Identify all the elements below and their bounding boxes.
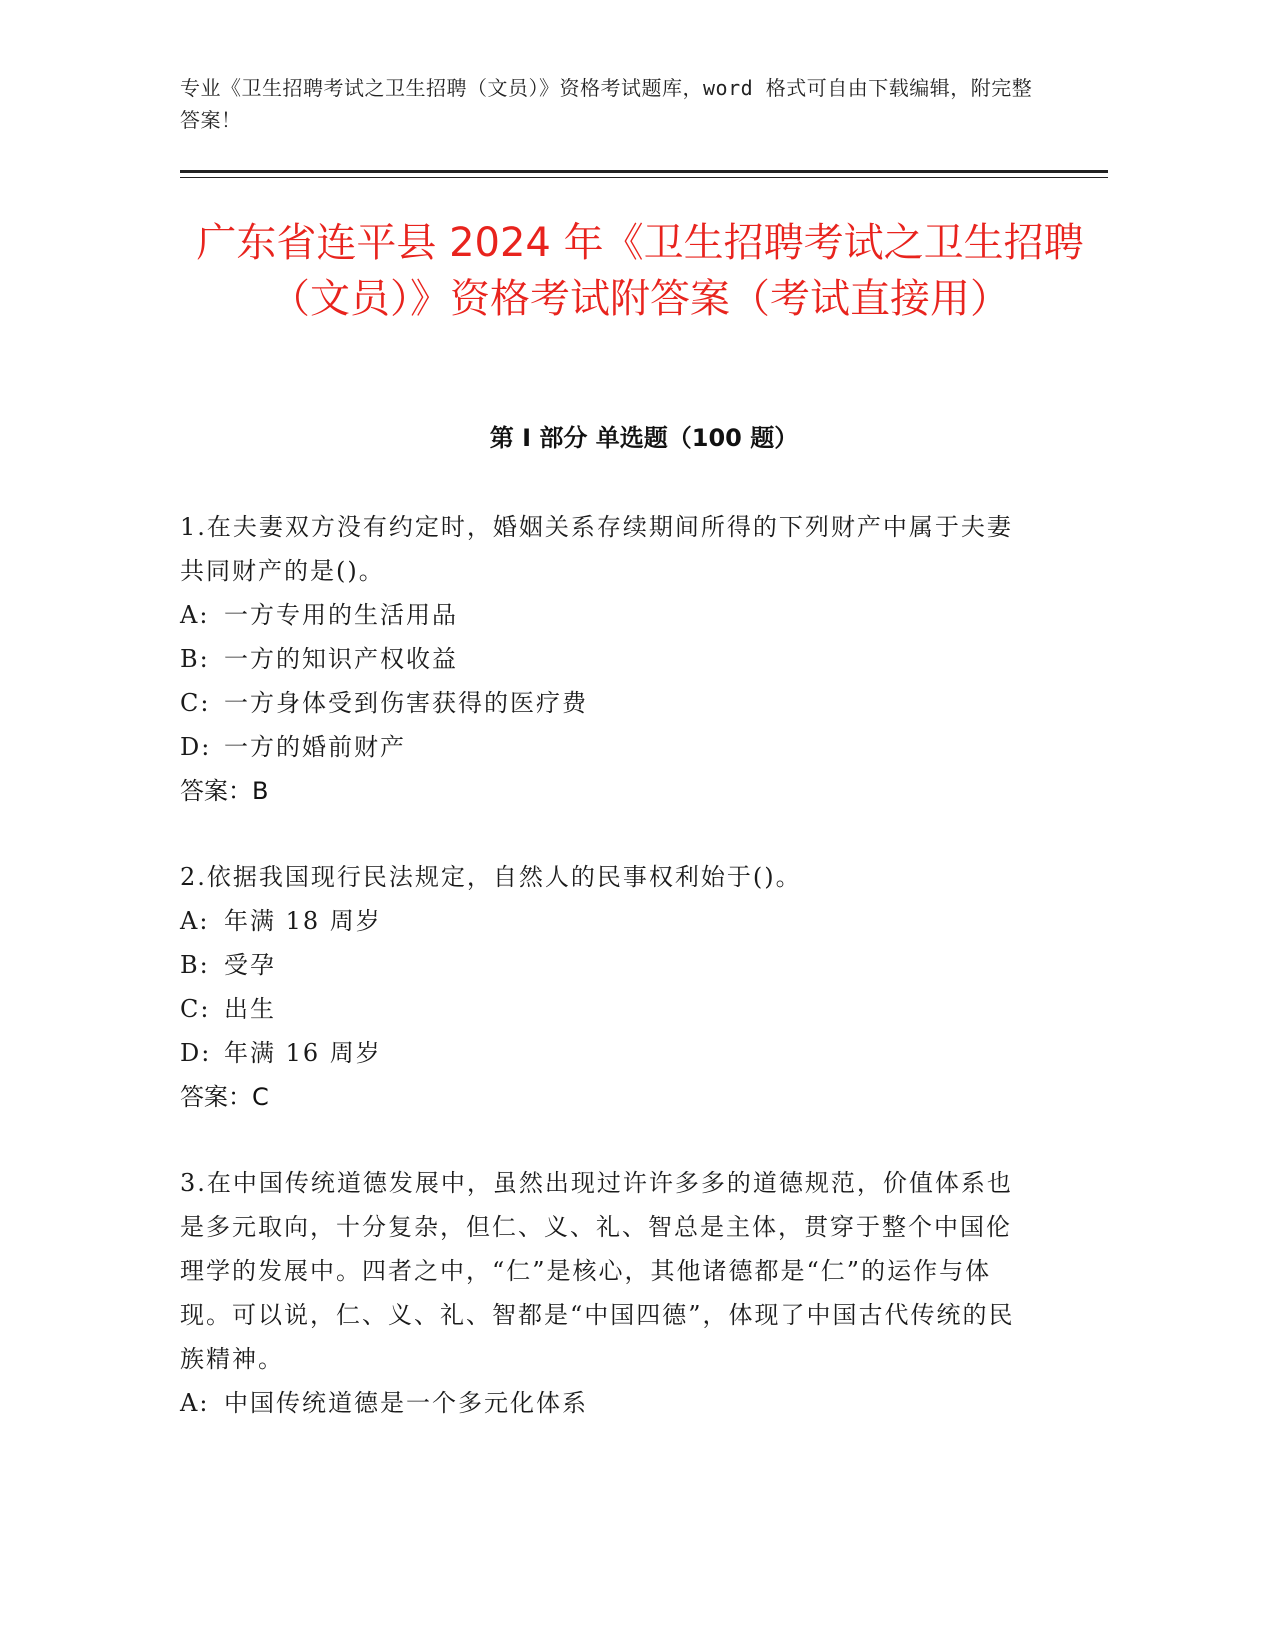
option-text: 一方的知识产权收益	[224, 645, 458, 673]
question-3	[180, 1161, 1020, 1425]
option-text: 出生	[224, 995, 276, 1023]
question-list	[180, 505, 1020, 1467]
option-c	[180, 987, 1020, 1031]
option-b	[180, 637, 1020, 681]
option-letter: C:	[180, 689, 211, 717]
option-text: 年满 16 周岁	[224, 1039, 382, 1067]
option-text: 年满 18 周岁	[224, 907, 382, 935]
option-d	[180, 1031, 1020, 1075]
option-letter: D:	[180, 733, 212, 761]
option-a	[180, 593, 1020, 637]
section-title: 第 I 部分 单选题（100 题）	[489, 424, 799, 452]
question-2	[180, 855, 1020, 1119]
option-c	[180, 681, 1020, 725]
option-letter: B:	[180, 951, 210, 979]
option-letter: D:	[180, 1039, 212, 1067]
option-text: 受孕	[224, 951, 276, 979]
option-letter: B:	[180, 645, 210, 673]
option-text: 一方专用的生活用品	[224, 601, 458, 629]
question-stem: 2.依据我国现行民法规定，自然人的民事权利始于()。	[180, 863, 802, 891]
question-stem: 3.在中国传统道德发展中，虽然出现过许许多多的道德规范，价值体系也是多元取向，十分复杂，但仁、义、礼、智总是主体，贯穿于整个中国伦理学的发展中。四者之中，“仁”是核心，其他诸德都是“仁”的运作与体现。可以说，仁、义、礼、智都是“中国四德”，体现了中国古代传统的民族精神。	[180, 1169, 1015, 1373]
question-1	[180, 505, 1020, 813]
option-letter: A:	[180, 601, 210, 629]
answer-line: 答案：B	[180, 777, 269, 805]
answer-line: 答案：C	[180, 1083, 269, 1111]
question-stem: 1.在夫妻双方没有约定时，婚姻关系存续期间所得的下列财产中属于夫妻共同财产的是()。	[180, 513, 1013, 585]
option-letter: A:	[180, 907, 210, 935]
option-a	[180, 899, 1020, 943]
option-text: 中国传统道德是一个多元化体系	[224, 1389, 588, 1417]
document-title: 广东省连平县 2024 年《卫生招聘考试之卫生招聘（文员）》资格考试附答案（考试直接用）	[196, 220, 1084, 322]
option-text: 一方身体受到伤害获得的医疗费	[224, 689, 588, 717]
option-a	[180, 1381, 1020, 1425]
header-note: 专业《卫生招聘考试之卫生招聘（文员）》资格考试题库，word 格式可自由下载编辑，附完整答案！	[180, 76, 1033, 132]
option-letter: C:	[180, 995, 211, 1023]
option-text: 一方的婚前财产	[224, 733, 406, 761]
header-divider-thin	[180, 177, 1108, 178]
option-d	[180, 725, 1020, 769]
option-letter: A:	[180, 1389, 210, 1417]
option-b	[180, 943, 1020, 987]
header-divider-thick	[180, 170, 1108, 173]
